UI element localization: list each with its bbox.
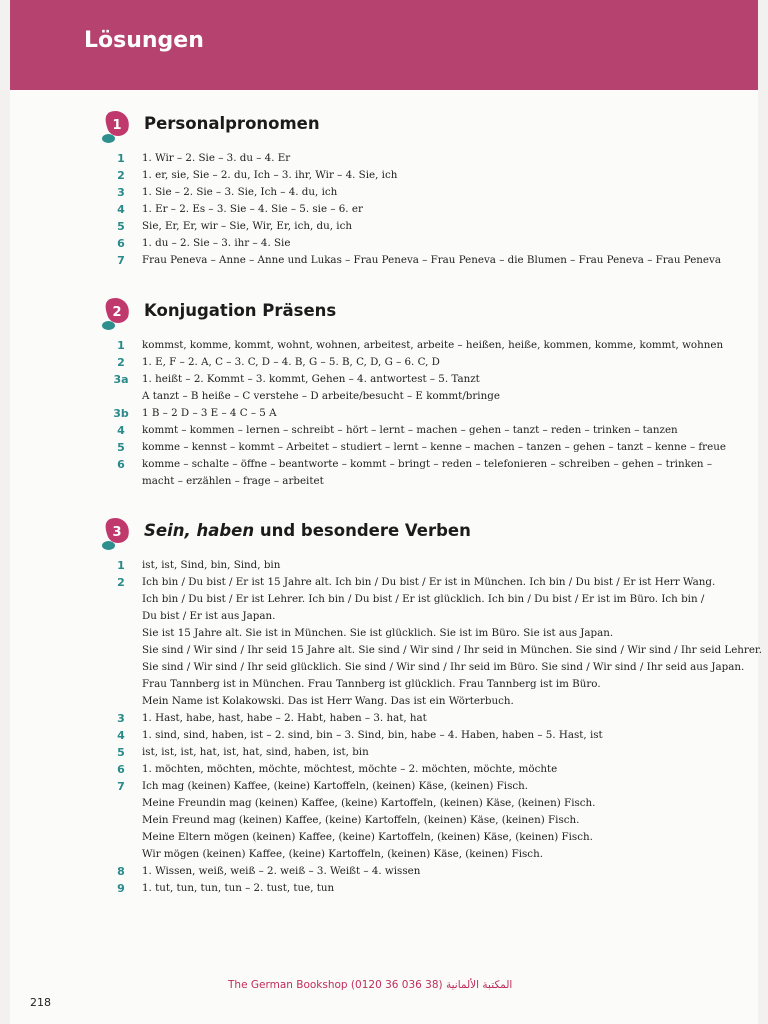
answer-text: [136, 880, 758, 897]
answer-item: [10, 150, 758, 167]
exercise-number: 2: [117, 576, 125, 589]
answer-line: Frau Tannberg ist in München. Frau Tannberg ist glücklich. Frau Tannberg ist im Büro.: [142, 678, 601, 690]
answer-line: 1. möchten, möchten, möchte, möchtest, möchte – 2. möchten, möchte, möchte: [142, 763, 558, 775]
answer-item: [10, 354, 758, 371]
answer-item: [10, 371, 758, 405]
answer-item: [10, 439, 758, 456]
page-number: 218: [30, 996, 51, 1009]
answer-text: [136, 761, 758, 778]
exercise-number: 6: [117, 763, 125, 776]
exercise-number: 7: [117, 254, 125, 267]
answer-line: Mein Freund mag (keinen) Kaffee, (keine) Kartoffeln, (keinen) Käse, (keinen) Fisch.: [142, 814, 580, 826]
section-title-italic: Sein, haben: [144, 521, 255, 540]
answer-line: Du bist / Er ist aus Japan.: [142, 610, 276, 622]
answer-list: [10, 150, 758, 269]
answer-text: [136, 218, 758, 235]
answer-line: 1. er, sie, Sie – 2. du, Ich – 3. ihr, Wir – 4. Sie, ich: [142, 169, 398, 181]
answer-line: komme – schalte – öffne – beantworte – kommt – bringt – reden – telefonieren – schreiben – gehen – trinken –: [142, 458, 712, 470]
answer-item: [10, 574, 762, 710]
answer-line: 1. Er – 2. Es – 3. Sie – 4. Sie – 5. sie – 6. er: [142, 203, 363, 215]
answer-line: Ich bin / Du bist / Er ist 15 Jahre alt. Ich bin / Du bist / Er ist in München. Ich bin / Du bist / Er ist Herr Wang.: [142, 576, 716, 588]
answer-item: [10, 863, 758, 880]
section-konjugation: [10, 297, 758, 490]
answer-line: 1. heißt – 2. Kommt – 3. kommt, Gehen – 4. antwortest – 5. Tanzt: [142, 373, 480, 385]
answer-text: [136, 201, 758, 218]
answer-line: kommt – kommen – lernen – schreibt – hört – lernt – machen – gehen – tanzt – reden – trinken – tanzen: [142, 424, 678, 436]
answer-text: [136, 439, 758, 456]
answer-line: Mein Name ist Kolakowski. Das ist Herr Wang. Das ist ein Wörterbuch.: [142, 695, 514, 707]
answer-line: Frau Peneva – Anne – Anne und Lukas – Frau Peneva – Frau Peneva – die Blumen – Frau Peneva – Frau Peneva: [142, 254, 721, 266]
answer-line: 1. Wir – 2. Sie – 3. du – 4. Er: [142, 152, 291, 164]
answer-item: [10, 744, 758, 761]
section-number: 1: [112, 118, 122, 133]
answer-item: [10, 761, 758, 778]
exercise-number: 3b: [113, 407, 129, 420]
answer-text: [136, 557, 758, 574]
answer-text: [136, 167, 758, 184]
answer-line: Meine Eltern mögen (keinen) Kaffee, (keine) Kartoffeln, (keinen) Käse, (keinen) Fisch.: [142, 831, 593, 843]
answer-line: 1 B – 2 D – 3 E – 4 C – 5 A: [142, 407, 277, 419]
exercise-number: 8: [117, 865, 125, 878]
exercise-number: 3: [117, 712, 125, 725]
answer-item: [10, 405, 758, 422]
answer-item: [10, 252, 758, 269]
exercise-number: 7: [117, 780, 125, 793]
answer-line: 1. Hast, habe, hast, habe – 2. Habt, haben – 3. hat, hat: [142, 712, 427, 724]
exercise-number: 6: [117, 237, 125, 250]
answer-line: kommst, komme, kommt, wohnt, wohnen, arbeitest, arbeite – heißen, heiße, kommen, komme, kommt, wohnen: [142, 339, 724, 351]
exercise-number: 5: [117, 746, 125, 759]
answer-text: [136, 744, 758, 761]
answer-text: [136, 235, 758, 252]
answer-line: 1. Sie – 2. Sie – 3. Sie, Ich – 4. du, ich: [142, 186, 338, 198]
answer-line: komme – kennst – kommt – Arbeitet – studiert – lernt – kenne – machen – tanzen – gehen – tanzt – kenne – freue: [142, 441, 726, 453]
answer-line: 1. sind, sind, haben, ist – 2. sind, bin – 3. Sind, bin, habe – 4. Haben, haben – 5. Hast, ist: [142, 729, 603, 741]
answer-text: [136, 184, 758, 201]
section-personalpronomen: [10, 110, 758, 269]
answer-text: [136, 778, 758, 863]
answer-line: Ich bin / Du bist / Er ist Lehrer. Ich bin / Du bist / Er ist glücklich. Ich bin / Du bist / Er ist im Büro. Ich bin /: [142, 593, 705, 605]
answer-line: Sie, Er, Er, wir – Sie, Wir, Er, ich, du, ich: [142, 220, 352, 232]
answer-line: 1. tut, tun, tun, tun – 2. tust, tue, tun: [142, 882, 335, 894]
exercise-number: 5: [117, 220, 125, 233]
section-number-badge: [102, 517, 130, 551]
answer-text: [136, 422, 758, 439]
section-heading: [102, 517, 758, 551]
answer-item: [10, 422, 758, 439]
section-number-badge: [102, 297, 130, 331]
answer-line: ist, ist, ist, hat, ist, hat, sind, haben, ist, bin: [142, 746, 369, 758]
exercise-number: 6: [117, 458, 125, 471]
answer-list: [10, 557, 762, 897]
answer-line: 1. Wissen, weiß, weiß – 2. weiß – 3. Weißt – 4. wissen: [142, 865, 421, 877]
exercise-number: 4: [117, 729, 125, 742]
bookshop-watermark: The German Bookshop (0120 36 036 38) المكتبة الألمانية: [228, 979, 513, 991]
section-heading: [102, 297, 758, 331]
answer-item: [10, 557, 758, 574]
section-title: [144, 521, 471, 540]
exercise-number: 1: [117, 559, 125, 572]
answer-text: [136, 371, 758, 405]
answer-list: [10, 337, 758, 490]
answer-text: [136, 405, 758, 422]
section-number-badge: [102, 110, 130, 144]
answer-line: ist, ist, Sind, bin, Sind, bin: [142, 559, 281, 571]
exercise-number: 3a: [113, 373, 129, 386]
exercise-number: 2: [117, 169, 125, 182]
answer-text: [136, 710, 758, 727]
answer-line: A tanzt – B heiße – C verstehe – D arbeite/besucht – E kommt/bringe: [142, 390, 500, 402]
exercise-number: 3: [117, 186, 125, 199]
page-content: [10, 90, 762, 1024]
answer-item: [10, 337, 758, 354]
section-title: Personalpronomen: [144, 114, 320, 133]
answer-item: [10, 184, 758, 201]
answer-item: [10, 235, 758, 252]
answer-line: 1. du – 2. Sie – 3. ihr – 4. Sie: [142, 237, 291, 249]
answer-item: [10, 880, 758, 897]
answer-line: Wir mögen (keinen) Kaffee, (keine) Kartoffeln, (keinen) Käse, (keinen) Fisch.: [142, 848, 543, 860]
section-number: 2: [112, 305, 122, 320]
answer-text: [136, 252, 758, 269]
answer-line: Sie ist 15 Jahre alt. Sie ist in München. Sie ist glücklich. Sie ist im Büro. Sie ist aus Japan.: [142, 627, 614, 639]
section-number: 3: [112, 525, 122, 540]
answer-item: [10, 167, 758, 184]
section-heading: [102, 110, 758, 144]
answer-item: [10, 778, 758, 863]
exercise-number: 4: [117, 424, 125, 437]
answer-line: Sie sind / Wir sind / Ihr seid 15 Jahre alt. Sie sind / Wir sind / Ihr seid in München. Sie sind / Wir sind / Ihr seid Lehrer.: [142, 644, 762, 656]
section-title-rest: und besondere Verben: [254, 521, 471, 540]
exercise-number: 9: [117, 882, 125, 895]
section-sein-haben: [10, 517, 762, 897]
answer-line: 1. E, F – 2. A, C – 3. C, D – 4. B, G – 5. B, C, D, G – 6. C, D: [142, 356, 440, 368]
answer-item: [10, 727, 758, 744]
section-title: Konjugation Präsens: [144, 301, 337, 320]
exercise-number: 2: [117, 356, 125, 369]
answer-item: [10, 710, 758, 727]
exercise-number: 1: [117, 152, 125, 165]
page-header: [10, 0, 758, 90]
answer-item: [10, 456, 758, 490]
answer-item: [10, 201, 758, 218]
answer-text: [136, 354, 758, 371]
answer-line: Ich mag (keinen) Kaffee, (keine) Kartoffeln, (keinen) Käse, (keinen) Fisch.: [142, 780, 529, 792]
answer-line: macht – erzählen – frage – arbeitet: [142, 475, 324, 487]
answer-text: [136, 727, 758, 744]
exercise-number: 1: [117, 339, 125, 352]
answer-item: [10, 218, 758, 235]
answer-text: [136, 574, 762, 710]
answer-text: [136, 863, 758, 880]
answer-text: [136, 150, 758, 167]
answer-line: Sie sind / Wir sind / Ihr seid glücklich. Sie sind / Wir sind / Ihr seid im Büro. Sie sind / Wir sind / Ihr seid aus Japan.: [142, 661, 745, 673]
answer-line: Meine Freundin mag (keinen) Kaffee, (keine) Kartoffeln, (keinen) Käse, (keinen) Fisch.: [142, 797, 596, 809]
exercise-number: 5: [117, 441, 125, 454]
answer-text: [136, 337, 758, 354]
page-title: Lösungen: [84, 28, 204, 53]
answer-text: [136, 456, 758, 490]
exercise-number: 4: [117, 203, 125, 216]
